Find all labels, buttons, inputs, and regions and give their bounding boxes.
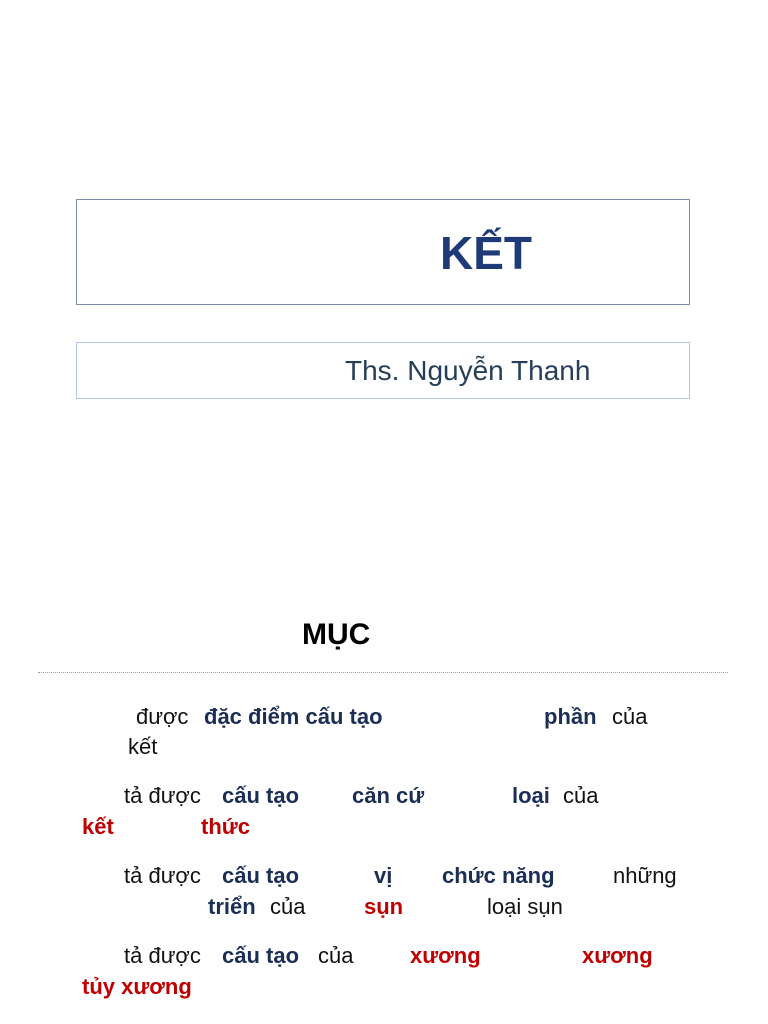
- title-placeholder-box: [76, 199, 690, 305]
- heading-divider: [38, 672, 728, 673]
- objective-3-word-e: những: [613, 863, 677, 888]
- objective-3-word-a: tả được: [124, 863, 201, 888]
- objective-2-keyword-type: loại: [512, 783, 550, 808]
- author-name: Ths. Nguyễn Thanh: [345, 355, 591, 386]
- objective-3-keyword-function: chức năng: [442, 863, 555, 888]
- objective-2-keyword-basis: căn cứ: [352, 783, 425, 808]
- objective-1-word-a: được: [136, 704, 189, 729]
- objective-2-word-a: tả được: [124, 783, 201, 808]
- objective-3-word-g: của: [270, 894, 306, 919]
- objective-4-word-a: tả được: [124, 943, 201, 968]
- objective-3-word-i: loại sụn: [487, 894, 563, 919]
- objective-4-word-c: của: [318, 943, 354, 968]
- objective-2-keyword-structure: cấu tạo: [222, 783, 300, 808]
- objective-4-highlight-bone-2: xương: [582, 943, 653, 968]
- objective-4-highlight-bone-1: xương: [410, 943, 481, 968]
- objective-4-keyword-structure: cấu tạo: [222, 943, 300, 968]
- objective-2-word-e: của: [563, 783, 599, 808]
- objectives-heading: MỤC: [302, 618, 371, 651]
- objective-1-keyword-part: phần: [544, 704, 597, 729]
- objective-3-keyword-development: triển: [208, 894, 256, 919]
- objective-2-highlight-g: thức: [201, 814, 250, 839]
- slide-title: KẾT: [440, 227, 532, 279]
- objective-1-keyword-structure: đặc điểm cấu tạo: [204, 704, 383, 729]
- objective-4-highlight-bone-marrow: tủy xương: [82, 974, 192, 999]
- objective-3-keyword-position: vị: [374, 863, 393, 888]
- objective-1-word-e: kết: [128, 734, 158, 759]
- objective-3-highlight-cartilage: sụn: [364, 894, 404, 919]
- objective-3-keyword-structure: cấu tạo: [222, 863, 300, 888]
- objective-2-highlight-f: kết: [82, 814, 114, 839]
- objective-1-word-d: của: [612, 704, 648, 729]
